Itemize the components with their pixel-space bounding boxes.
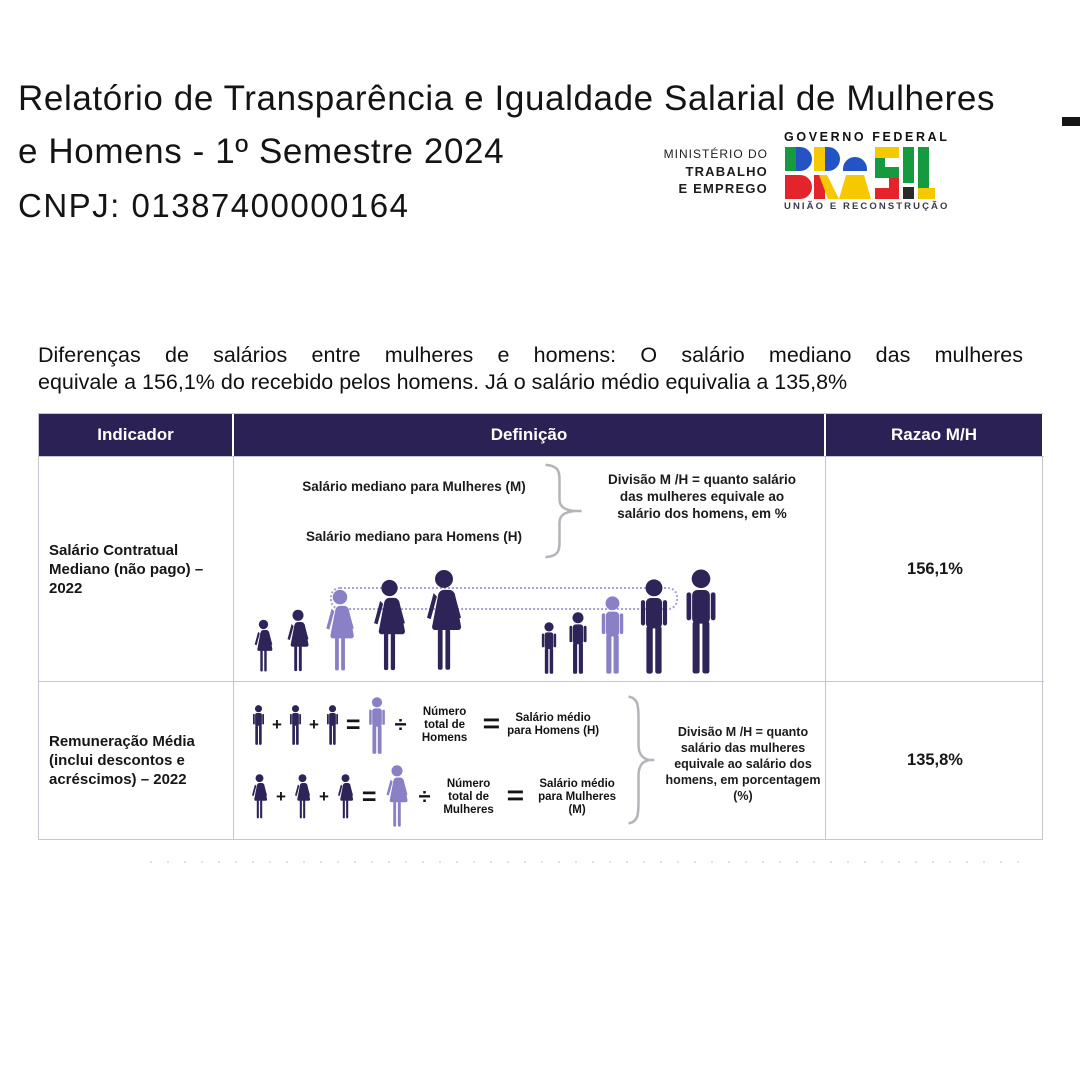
row1-definition-cell: [234, 456, 826, 681]
women-result-label: Salário médio para Mulheres (M): [538, 777, 617, 816]
men-count-label: Número total de Homens: [421, 705, 468, 744]
intro-line1: Diferenças de salários entre mulheres e homens: O salário mediano das mulheres: [38, 343, 1023, 367]
row2-division-note: Divisão M /H = quanto salário das mulheres equivale ao salário dos homens, em porcentagem (%): [665, 725, 821, 803]
ministry-line3: E EMPREGO: [678, 180, 768, 196]
row1-ratio-cell: [826, 456, 1044, 681]
brace-icon: [626, 694, 656, 826]
women-count-label: Número total de Mulheres: [443, 777, 494, 816]
woman-icon: [418, 569, 470, 674]
equals-operator: =: [361, 782, 377, 811]
column-header-indicador: Indicador: [39, 414, 234, 456]
governo-federal-label: GOVERNO FEDERAL: [784, 130, 950, 144]
row2-definition-cell: [234, 681, 826, 839]
man-icon-median: [596, 596, 629, 674]
equals-operator: =: [506, 782, 525, 811]
woman-icon: [248, 774, 271, 820]
row1-ratio-value: 156,1%: [907, 559, 963, 578]
woman-icon: [250, 619, 277, 674]
man-icon: [679, 569, 723, 674]
report-title-line1: Relatório de Transparência e Igualdade Salarial de Mulheres: [18, 79, 996, 118]
median-men-label: Salário mediano para Homens (H): [305, 529, 523, 544]
equals-operator: =: [482, 710, 501, 739]
man-icon: [324, 705, 341, 745]
median-women-label: Salário mediano para Mulheres (M): [302, 479, 526, 494]
woman-icon-average: [381, 765, 413, 829]
ministry-wordmark: [638, 146, 768, 197]
row2-indicator-text: Remuneração Média (inclui descontos e acréscimos) – 2022: [49, 733, 195, 788]
intro-paragraph: [38, 342, 1023, 396]
man-icon: [634, 579, 674, 674]
men-average-equation: [250, 692, 606, 758]
plus-operator: +: [308, 715, 319, 734]
man-icon: [565, 612, 591, 674]
row1-indicator-cell: [39, 456, 234, 681]
plus-operator: +: [272, 715, 282, 734]
woman-icon: [282, 609, 314, 674]
men-result-label: Salário médio para Homens (H): [507, 712, 600, 737]
uniao-reconstrucao-label: UNIÃO E RECONSTRUÇÃO: [784, 201, 950, 212]
plus-operator: +: [318, 787, 329, 806]
indicator-table: [38, 413, 1043, 840]
man-icon: [287, 705, 304, 745]
plus-operator: +: [276, 787, 286, 806]
column-header-definicao: Definição: [234, 414, 826, 456]
divide-operator: ÷: [418, 784, 431, 809]
man-icon: [250, 705, 267, 745]
row1-division-note: Divisão M /H = quanto salário das mulheres equivale ao salário dos homens, em %: [608, 472, 796, 521]
woman-icon: [334, 774, 357, 820]
report-title-line2: e Homens - 1º Semestre 2024: [18, 132, 505, 171]
column-header-razao: Razao M/H: [826, 414, 1044, 456]
row2-ratio-cell: [826, 681, 1044, 839]
governo-federal-logo: [784, 130, 950, 212]
women-average-equation: [248, 760, 630, 834]
population-pictogram-row: [250, 569, 723, 674]
brace-icon: [542, 463, 584, 559]
government-logos: [638, 130, 950, 212]
cropped-text-artifact: [1062, 117, 1080, 126]
row2-indicator-cell: [39, 681, 234, 839]
woman-icon: [366, 579, 413, 674]
ministry-line1: MINISTÉRIO DO: [663, 146, 768, 161]
cnpj-line: CNPJ: 01387400000164: [18, 187, 410, 224]
faint-footnote-artifact: [150, 861, 1030, 863]
man-icon-average: [365, 697, 389, 754]
woman-icon-median: [319, 589, 361, 674]
man-icon: [538, 622, 560, 674]
woman-icon: [291, 774, 314, 820]
divide-operator: ÷: [394, 712, 407, 737]
equals-operator: =: [345, 710, 361, 739]
intro-line2: equivale a 156,1% do recebido pelos homens. Já o salário médio equivalia a 135,8%: [38, 370, 848, 394]
row2-ratio-value: 135,8%: [907, 751, 963, 769]
ministry-line2: TRABALHO: [685, 163, 768, 179]
brasil-logo-icon: [784, 147, 936, 199]
row1-indicator-text: Salário Contratual Mediano (não pago) – 2022: [49, 541, 204, 597]
